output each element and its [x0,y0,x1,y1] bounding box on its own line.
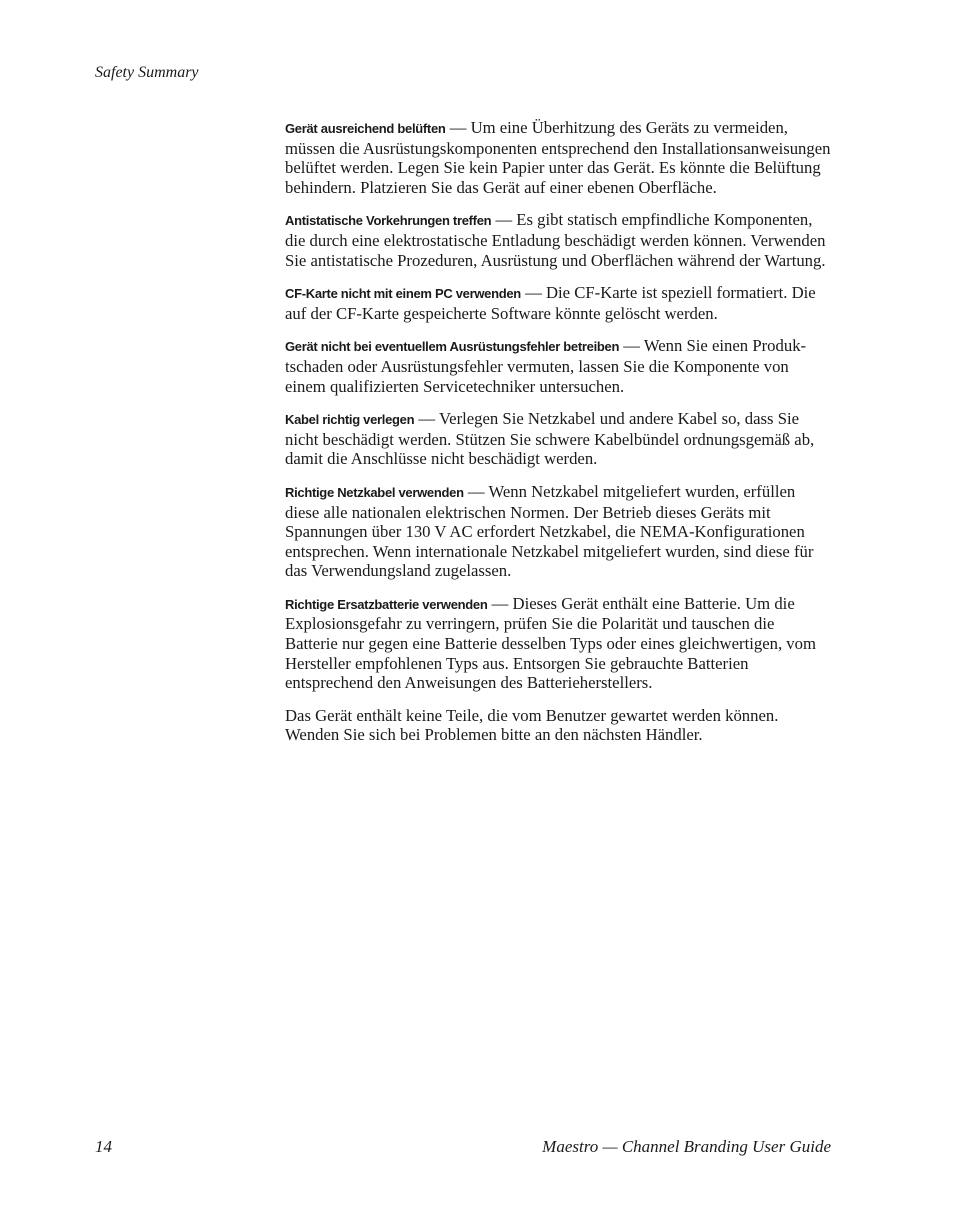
safety-item-heading: Richtige Ersatzbatterie verwenden [285,596,488,612]
safety-item-heading: Gerät ausreichend belüften [285,121,446,136]
footer-doc-title: Maestro — Channel Branding User Guide [542,1137,831,1156]
safety-item-text: — Die CF-Karte ist speziell formatiert. Die auf der CF-Karte gespeicherte Software könnte gelöscht werden. [285,283,816,323]
safety-item-text: Das Gerät enthält keine Teile, die vom Benutzer gewartet werden können. Wenden Sie sich bei Problemen bitte an den nächsten Händler. [285,705,779,745]
safety-item-antistatic [285,210,831,270]
safety-item-text: — Um eine Überhitzung des Geräts zu vermeiden, müssen die Ausrüstungskomponenten entsprechend den Installationsanweisungen belüftet werden. Legen Sie kein Papier unter das Gerät. Es könnte die Belüftung behindern. Platzieren Sie das Gerät auf einer ebenen Oberfläche. [285,118,831,197]
safety-item-heading: Antistatische Vorkehrungen treffen [285,213,492,229]
safety-item-battery [285,594,831,693]
safety-item-heading: Kabel richtig verlegen [285,412,415,428]
safety-item-equipment-fault [285,336,831,396]
safety-item-text: — Es gibt statisch empfindliche Komponenten, die durch eine elektrostatische Entladung beschädigt werden können. Verwenden Sie antistatische Prozeduren, Ausrüstung und Oberflächen während der Wartung. [285,210,826,270]
safety-item-text: — Wenn Netzkabel mitgeliefert wurden, erfüllen diese alle nationalen elektrischen Normen. Der Betrieb dieses Geräts mit Spannungen über 130 V AC erfordert Netzkabel, die NEMA-Konfigurationen entsprechen. Wenn internationale Netzkabel mitgeliefert wurden, sind diese für das Verwendungsland zugelassen. [285,481,814,581]
safety-item-cabling [285,409,831,469]
safety-item-text: — Verlegen Sie Netzkabel und andere Kabel so, dass Sie nicht beschädigt werden. Stützen Sie schwere Kabelbündel ordnungsgemäß ab, damit die Anschlüsse nicht beschädigt werden. [285,409,815,469]
safety-item-power-cords [285,482,831,581]
page-number: 14 [95,1137,112,1156]
safety-item-ventilation [285,118,831,197]
safety-item-heading: CF-Karte nicht mit einem PC verwenden [285,286,521,302]
safety-item-cf-card [285,283,831,323]
safety-item-text: — Wenn Sie einen Produktschaden oder Ausrüstungsfehler vermuten, lassen Sie die Komponente von einem qualifizierten Servicetechniker untersuchen. [285,336,807,396]
safety-item-heading: Gerät nicht bei eventuellem Ausrüstungsfehler betreiben [285,339,620,355]
running-head: Safety Summary [95,64,199,81]
safety-content [285,118,831,758]
safety-item-service-note [285,706,831,745]
safety-item-text: — Dieses Gerät enthält eine Batterie. Um die Explosionsgefahr zu verringern, prüfen Sie die Polarität und tauschen die Batterie nur gegen eine Batterie desselben Typs oder eines gleichwertigen, vom Hersteller empfohlenen Typs aus. Entsorgen Sie gebrauchte Batterien entsprechend den Anweisungen des Batterieherstellers. [285,593,816,693]
safety-item-heading: Richtige Netzkabel verwenden [285,484,464,500]
